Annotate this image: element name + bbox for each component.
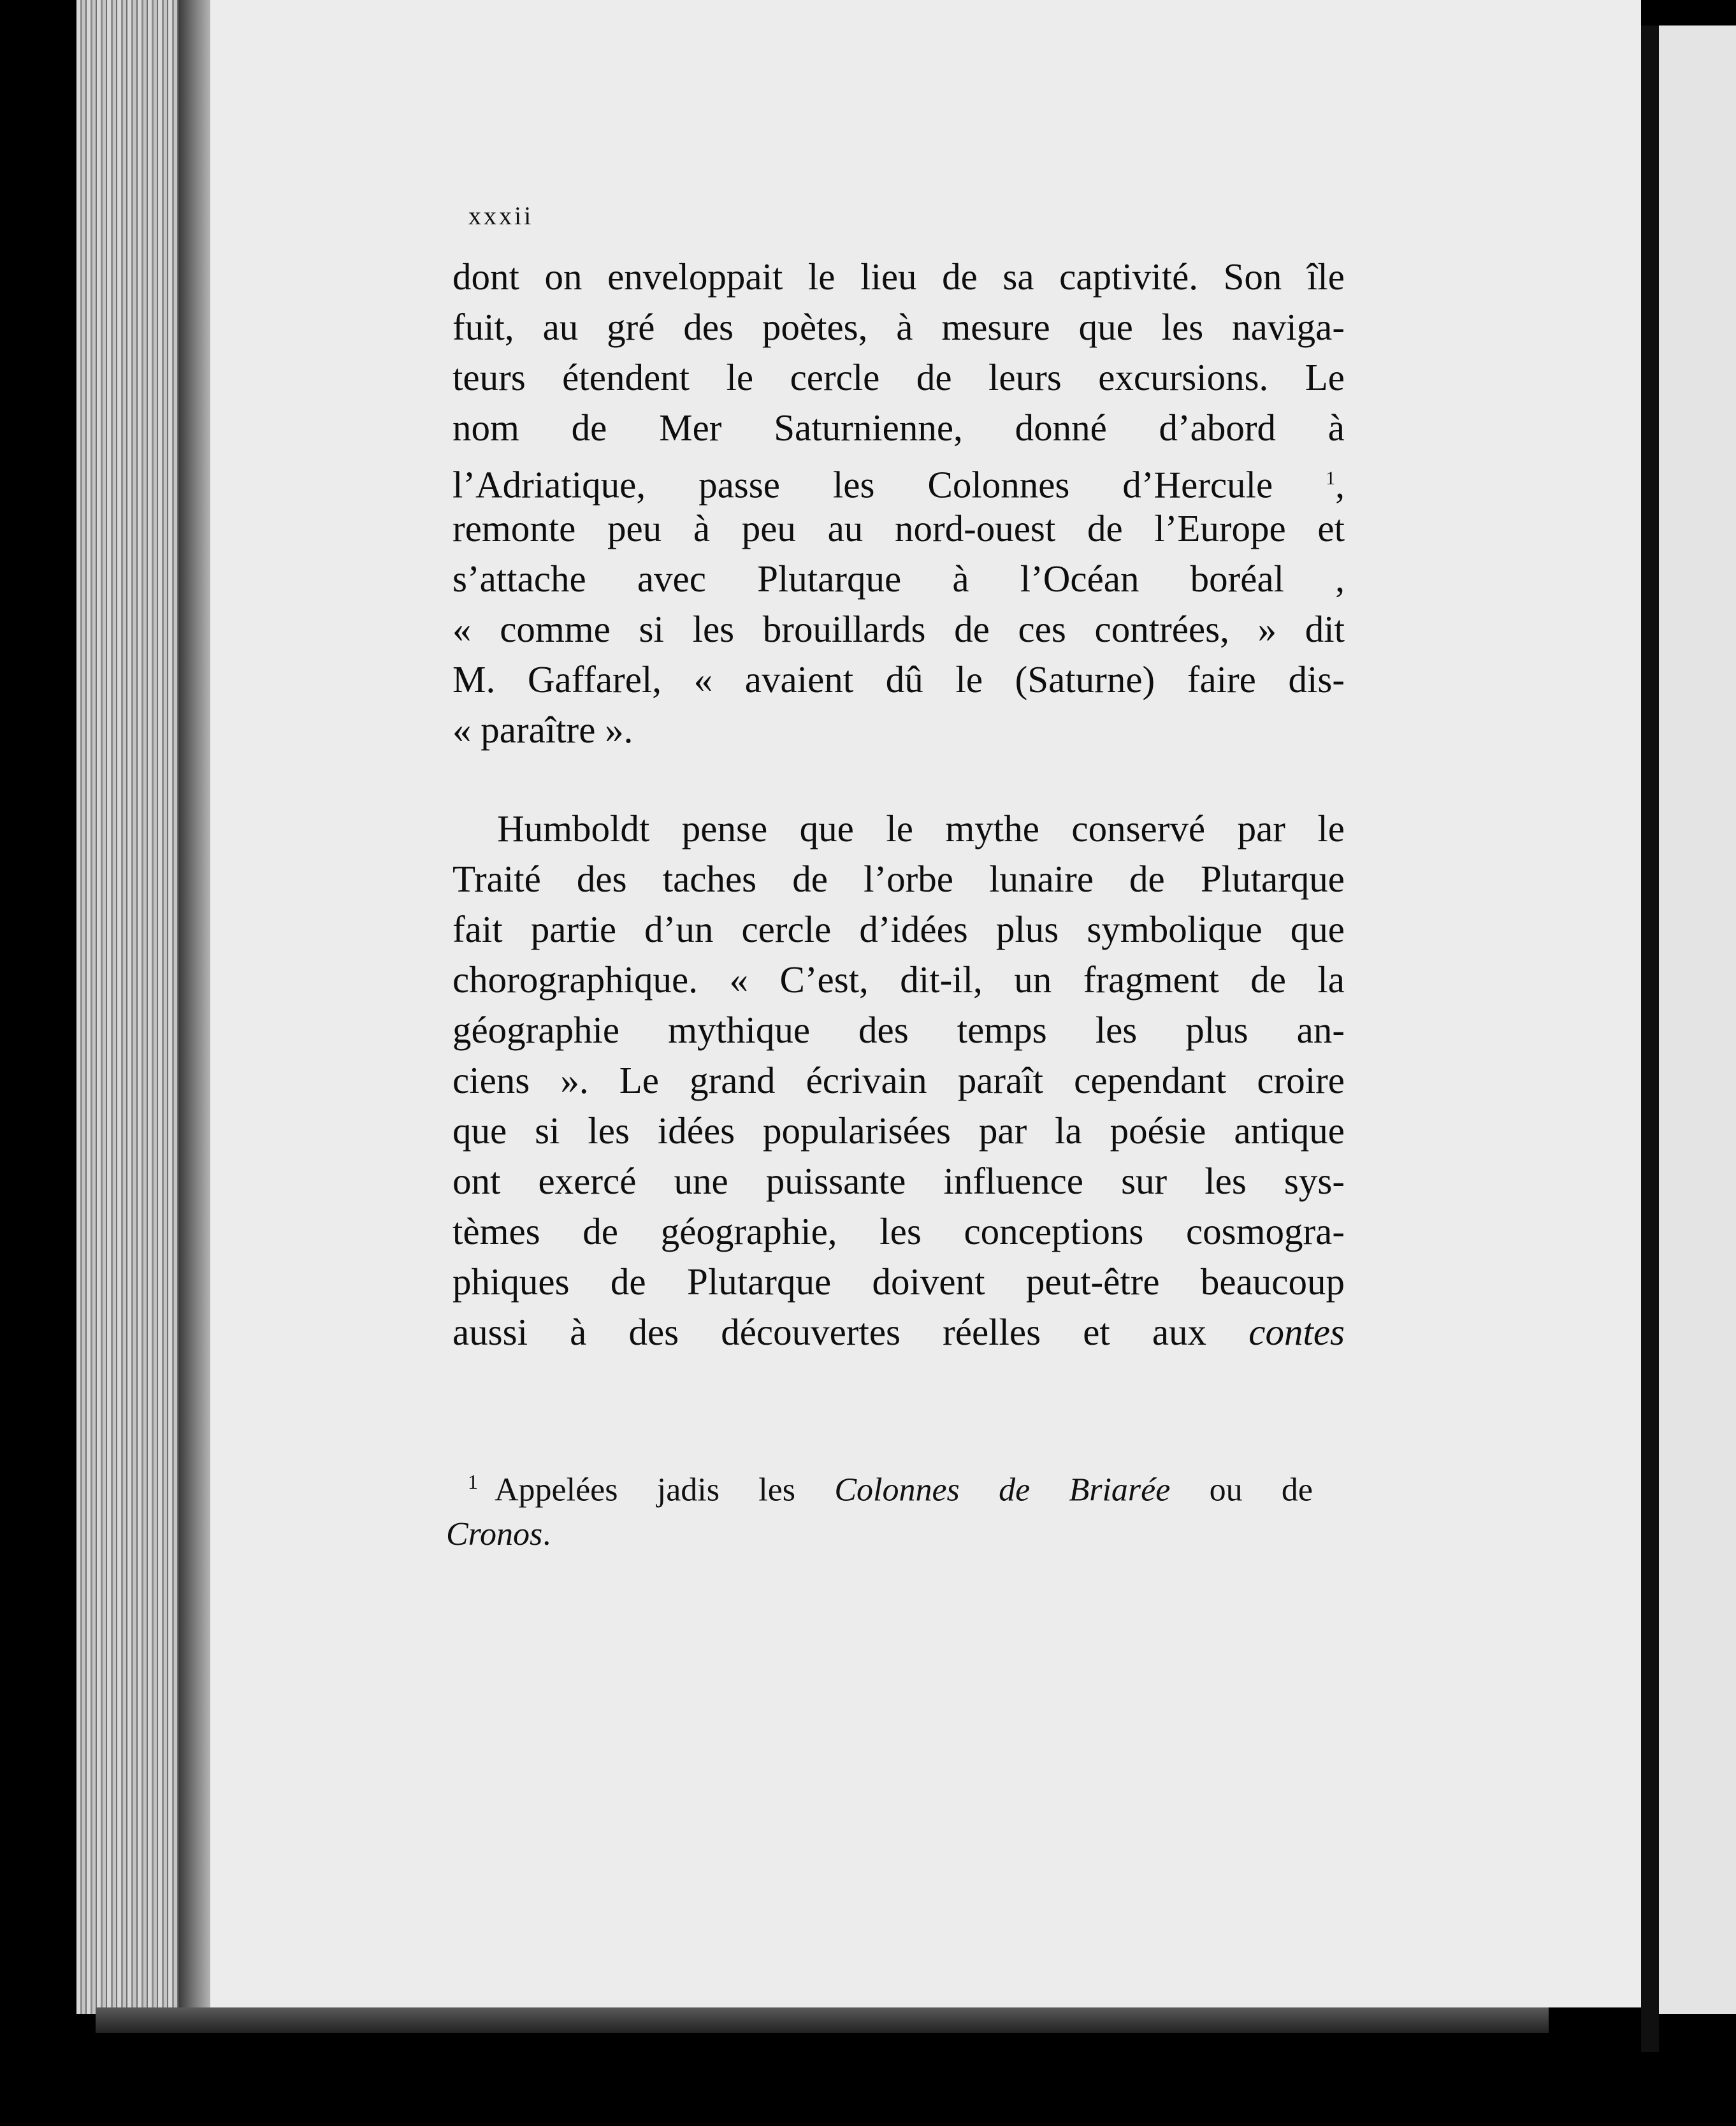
text-line: Traité des taches de l’orbe lunaire de Plutarque (452, 858, 1345, 900)
text-line: fait partie d’un cercle d’idées plus symbolique que (452, 908, 1345, 950)
text-line: remonte peu à peu au nord-ouest de l’Europe et (452, 507, 1345, 549)
paragraph-gap (452, 755, 1345, 804)
footnote-italic: Cronos (446, 1516, 543, 1553)
text-line-body: aussi à des découvertes réelles et aux (452, 1311, 1207, 1353)
footnote-line (446, 1459, 1313, 1512)
next-page-sliver (1659, 25, 1736, 2014)
text-line: ciens ». Le grand écrivain paraît cependant croire (452, 1059, 1345, 1101)
gutter-shadow (178, 0, 210, 2014)
text-line: teurs étendent le cercle de leurs excursions. Le (452, 356, 1345, 398)
footnote-reference: 1 (1326, 468, 1336, 489)
text-line: Humboldt pense que le mythe conservé par le (497, 807, 1345, 850)
text-line: tèmes de géographie, les conceptions cosmogra- (452, 1210, 1345, 1252)
text-line: chorographique. « C’est, dit-il, un fragment de la (452, 958, 1345, 1001)
text-line (452, 453, 1345, 506)
paragraph-1 (452, 252, 1345, 755)
book-bottom-edge (96, 2007, 1549, 2033)
footnote (446, 1459, 1313, 1557)
footnote-line (446, 1512, 1313, 1557)
italic-word: contes (1248, 1311, 1345, 1353)
text-line: s’attache avec Plutarque à l’Océan boréal , (452, 558, 1345, 600)
text-line: ont exercé une puissante influence sur les sys- (452, 1160, 1345, 1202)
footnote-text: . (542, 1516, 551, 1553)
text-line: « paraître ». (452, 709, 633, 751)
text-line: que si les idées popularisées par la poésie antique (452, 1110, 1345, 1152)
text-line: fuit, au gré des poètes, à mesure que les naviga- (452, 306, 1345, 348)
text-line: géographie mythique des temps les plus an- (452, 1009, 1345, 1051)
text-line: nom de Mer Saturnienne, donné d’abord à (452, 407, 1345, 449)
body-text (452, 252, 1345, 1357)
text-line (452, 1307, 1345, 1357)
page-number: xxxii (468, 201, 534, 230)
footnote-mark: 1 (468, 1470, 478, 1493)
text-line: « comme si les brouillards de ces contrées, » dit (452, 608, 1345, 650)
footnote-text: ou de (1209, 1472, 1313, 1508)
text-line: dont on enveloppait le lieu de sa captivité. Son île (452, 256, 1345, 298)
footnote-italic: Colonnes de Briarée (834, 1472, 1171, 1508)
text-line-tail: , (1335, 463, 1345, 506)
text-line: M. Gaffarel, « avaient dû le (Saturne) faire dis- (452, 658, 1345, 700)
footnote-text: Appelées jadis les (495, 1472, 796, 1508)
text-line-body: l’Adriatique, passe les Colonnes d’Hercule (452, 463, 1273, 506)
text-line: phiques de Plutarque doivent peut-être beaucoup (452, 1261, 1345, 1303)
page-right-border (1641, 25, 1659, 2052)
paragraph-2 (452, 804, 1345, 1357)
